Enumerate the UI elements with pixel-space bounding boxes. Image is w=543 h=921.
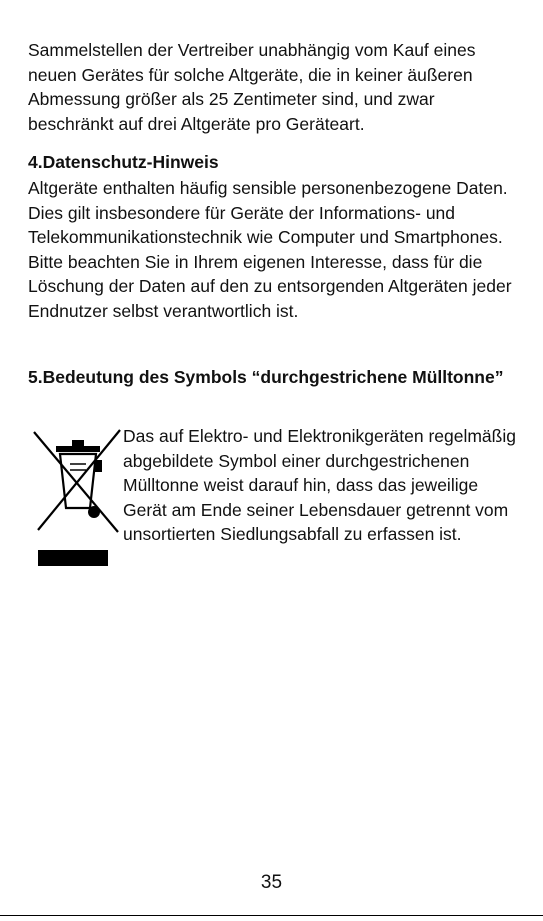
page-number: 35: [260, 872, 283, 893]
black-bar: [38, 550, 108, 566]
bottom-rule: [0, 915, 543, 916]
section-4-heading: 4.Datenschutz-Hinweis: [28, 152, 219, 172]
intro-paragraph: Sammelstellen der Vertreiber unabhängig vom Kauf eines neuen Gerätes für solche Altgeräte, die in keiner äußeren Abmessung größer als 25 Zentimeter sind, und zwar beschränkt auf drei Altgeräte pro Geräteart.: [28, 40, 476, 134]
crossed-out-wheelie-bin-icon: [32, 424, 122, 536]
section-4-body: Altgeräte enthalten häufig sensible personenbezogene Daten. Dies gilt insbesondere für Geräte der Informations- und Telekommunikationstechnik wie Computer und Smartphones. Bitte beachten Sie in Ihrem eigenen Interesse, dass für die Löschung der Daten auf den zu entsorgenden Altgeräten jeder Endnutzer selbst verantwortlich ist.: [28, 178, 512, 321]
section-5-body: Das auf Elektro- und Elektronikgeräten regelmäßig abgebildete Symbol einer durchgestrichenen Mülltonne weist darauf hin, dass das jeweilige Gerät am Ende seiner Lebensdauer getrennt vom unsortierten Siedlungsabfall zu erfassen ist.: [123, 426, 516, 544]
weee-symbol-block: [28, 424, 518, 584]
section-5-heading: 5.Bedeutung des Symbols “durchgestrichene Mülltonne”: [28, 367, 504, 387]
